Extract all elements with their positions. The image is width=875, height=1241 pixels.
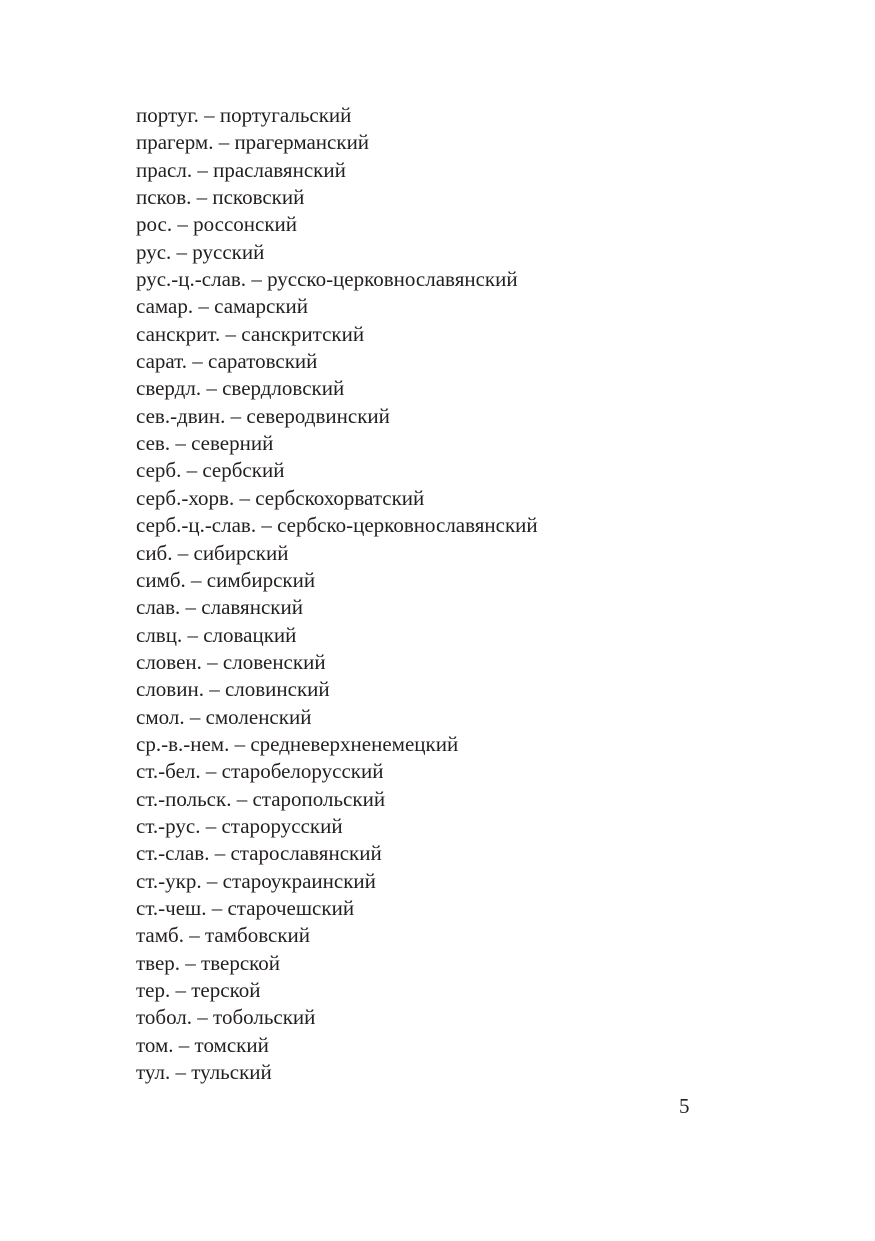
dash-separator: – xyxy=(189,704,201,729)
abbreviation-meaning: санскритский xyxy=(241,321,365,346)
abbreviation-entry xyxy=(136,594,538,621)
abbreviation-entry xyxy=(136,457,538,484)
dash-separator: – xyxy=(205,759,217,784)
abbreviation-entry xyxy=(136,622,538,649)
dash-separator: – xyxy=(198,294,209,319)
abbreviation: ст.-укр. xyxy=(136,868,202,893)
abbreviation-entry xyxy=(136,813,538,840)
abbreviation-meaning: сербско-церковнославянский xyxy=(277,513,538,538)
abbreviation-meaning: россонский xyxy=(193,212,297,237)
abbreviation-entry xyxy=(136,348,538,375)
dash-separator: – xyxy=(197,1005,208,1030)
abbreviation-meaning: псковский xyxy=(212,185,305,210)
abbreviation-entry xyxy=(136,430,538,457)
abbreviation-meaning: смоленский xyxy=(205,704,312,729)
abbreviation-entry xyxy=(136,211,538,238)
abbreviation: рос. xyxy=(136,212,173,237)
abbreviation-meaning: старопольский xyxy=(252,786,386,811)
abbreviation: тобол. xyxy=(136,1005,193,1030)
abbreviation-entry xyxy=(136,950,538,977)
abbreviation: симб. xyxy=(136,567,186,592)
abbreviation-meaning: праславянский xyxy=(213,157,346,182)
dash-separator: – xyxy=(177,212,188,237)
dash-separator: – xyxy=(251,267,262,292)
dash-separator: – xyxy=(207,649,218,674)
dash-separator: – xyxy=(234,731,246,756)
abbreviation-entry xyxy=(136,1032,538,1059)
abbreviation: санскрит. xyxy=(136,321,221,346)
abbreviation-meaning: сербский xyxy=(202,458,285,483)
dash-separator: – xyxy=(191,567,202,592)
abbreviation: твер. xyxy=(136,950,181,975)
abbreviation-meaning: сербскохорватский xyxy=(255,485,425,510)
dash-separator: – xyxy=(175,1060,186,1085)
abbreviation: слвц. xyxy=(136,622,183,647)
abbreviation-entry xyxy=(136,157,538,184)
abbreviation-entry xyxy=(136,649,538,676)
abbreviation: словин. xyxy=(136,677,204,702)
abbreviation: ст.-бел. xyxy=(136,759,201,784)
abbreviation-entry xyxy=(136,540,538,567)
abbreviation-meaning: тульский xyxy=(191,1060,272,1085)
abbreviation-meaning: саратовский xyxy=(208,349,318,374)
dash-separator: – xyxy=(236,786,248,811)
abbreviation: тер. xyxy=(136,978,171,1002)
dash-separator: – xyxy=(204,103,215,127)
dash-separator: – xyxy=(186,458,198,483)
dash-separator: – xyxy=(187,622,198,647)
abbreviation-meaning: португальский xyxy=(219,103,352,127)
abbreviation-meaning: северний xyxy=(191,431,274,456)
dash-separator: – xyxy=(239,485,250,510)
abbreviation-entry xyxy=(136,102,538,129)
dash-separator: – xyxy=(176,239,188,264)
dash-separator: – xyxy=(177,540,189,565)
abbreviation-entry xyxy=(136,922,538,949)
abbreviation-entry xyxy=(136,239,538,266)
dash-separator: – xyxy=(189,923,200,948)
abbreviation-meaning: симбирский xyxy=(206,567,316,592)
abbreviation-entry xyxy=(136,758,538,785)
dash-separator: – xyxy=(192,349,203,374)
dash-separator: – xyxy=(211,895,223,920)
abbreviation: псков. xyxy=(136,185,192,210)
abbreviation-entry xyxy=(136,895,538,922)
abbreviation: прасл. xyxy=(136,157,193,182)
dash-separator: – xyxy=(218,130,230,155)
abbreviation-meaning: старочешский xyxy=(227,895,355,920)
abbreviation-meaning: тамбовский xyxy=(204,923,311,948)
dash-separator: – xyxy=(197,157,208,182)
abbreviation-meaning: русский xyxy=(192,239,265,264)
abbreviation-list xyxy=(136,102,538,1086)
abbreviation-meaning: прагерманский xyxy=(234,130,370,155)
dash-separator: – xyxy=(214,841,226,866)
abbreviation-meaning: средневерхненемецкий xyxy=(250,731,459,756)
abbreviation-meaning: словенский xyxy=(222,649,326,674)
abbreviation: сиб. xyxy=(136,540,173,565)
abbreviation: ст.-польск. xyxy=(136,786,232,811)
dash-separator: – xyxy=(185,950,196,975)
abbreviation-meaning: русско-церковнославянский xyxy=(267,267,518,292)
abbreviation-meaning: славянский xyxy=(201,595,303,620)
page-number: 5 xyxy=(679,1094,690,1118)
abbreviation-meaning: томский xyxy=(194,1032,269,1057)
abbreviation-entry xyxy=(136,485,538,512)
abbreviation-entry xyxy=(136,567,538,594)
dash-separator: – xyxy=(225,321,236,346)
abbreviation-entry xyxy=(136,293,538,320)
dash-separator: – xyxy=(196,185,208,210)
abbreviation-meaning: старорусский xyxy=(221,813,343,838)
abbreviation-entry xyxy=(136,1059,538,1086)
abbreviation-meaning: северодвинский xyxy=(246,403,390,428)
abbreviation: самар. xyxy=(136,294,194,319)
abbreviation: серб. xyxy=(136,458,182,483)
abbreviation-meaning: самарский xyxy=(214,294,308,319)
abbreviation: сев.-двин. xyxy=(136,403,226,428)
abbreviation-entry xyxy=(136,786,538,813)
abbreviation: тамб. xyxy=(136,923,184,948)
abbreviation-entry xyxy=(136,704,538,731)
abbreviation-entry xyxy=(136,129,538,156)
abbreviation-meaning: старобелорусский xyxy=(221,759,384,784)
abbreviation-entry xyxy=(136,403,538,430)
abbreviation: слав. xyxy=(136,595,181,620)
abbreviation-meaning: словинский xyxy=(224,677,330,702)
abbreviation-meaning: старославянский xyxy=(230,841,382,866)
abbreviation: рус. xyxy=(136,239,172,264)
abbreviation-entry xyxy=(136,868,538,895)
abbreviation: смол. xyxy=(136,704,185,729)
abbreviation: серб.-ц.-слав. xyxy=(136,513,257,538)
abbreviation: тул. xyxy=(136,1060,171,1085)
abbreviation-entry xyxy=(136,512,538,539)
abbreviation-entry xyxy=(136,977,538,1004)
abbreviation-meaning: словацкий xyxy=(203,622,297,647)
abbreviation-entry xyxy=(136,731,538,758)
abbreviation: прагерм. xyxy=(136,130,214,155)
abbreviation-meaning: староукраинский xyxy=(222,868,376,893)
dash-separator: – xyxy=(209,677,220,702)
abbreviation-meaning: сибирский xyxy=(193,540,289,565)
abbreviation-entry xyxy=(136,321,538,348)
abbreviation: сев. xyxy=(136,431,171,456)
abbreviation-meaning: тверской xyxy=(201,950,281,975)
abbreviation: серб.-хорв. xyxy=(136,485,235,510)
abbreviation: словен. xyxy=(136,649,202,674)
abbreviation: свердл. xyxy=(136,376,202,401)
dash-separator: – xyxy=(185,595,197,620)
abbreviation: ст.-чеш. xyxy=(136,895,207,920)
dash-separator: – xyxy=(261,513,272,538)
abbreviation: ст.-слав. xyxy=(136,841,210,866)
abbreviation-entry xyxy=(136,840,538,867)
abbreviation-entry xyxy=(136,184,538,211)
abbreviation: сарат. xyxy=(136,349,188,374)
abbreviation: ср.-в.-нем. xyxy=(136,731,230,756)
abbreviation-entry xyxy=(136,266,538,293)
abbreviation: том. xyxy=(136,1032,174,1057)
dash-separator: – xyxy=(178,1032,190,1057)
dash-separator: – xyxy=(206,376,217,401)
abbreviation-entry xyxy=(136,375,538,402)
abbreviation: ст.-рус. xyxy=(136,813,201,838)
abbreviation: португ. xyxy=(136,103,199,127)
abbreviation-meaning: терской xyxy=(191,978,261,1002)
dash-separator: – xyxy=(206,868,218,893)
abbreviation-entry xyxy=(136,676,538,703)
abbreviation: рус.-ц.-слав. xyxy=(136,267,247,292)
abbreviation-meaning: тобольский xyxy=(213,1005,316,1030)
abbreviation-meaning: свердловский xyxy=(222,376,345,401)
dash-separator: – xyxy=(175,431,186,456)
abbreviation-entry xyxy=(136,1004,538,1031)
dash-separator: – xyxy=(205,813,217,838)
dash-separator: – xyxy=(175,978,186,1002)
dash-separator: – xyxy=(230,403,242,428)
